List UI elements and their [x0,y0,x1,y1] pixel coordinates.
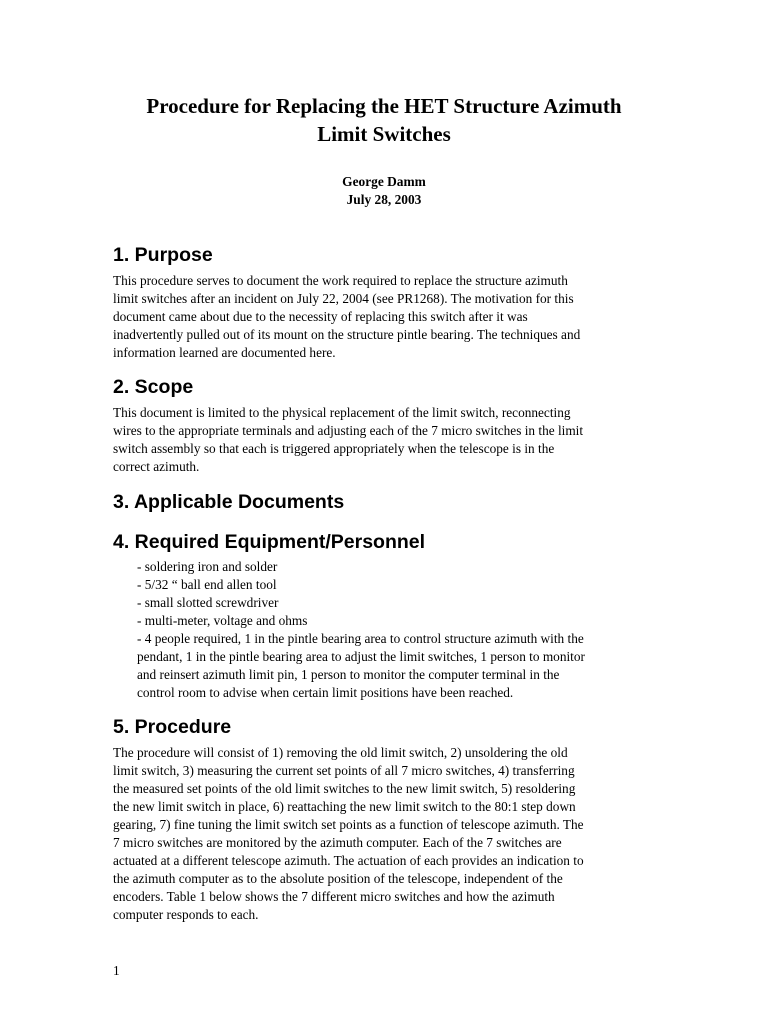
title-line: Procedure for Replacing the HET Structure Azimuth [146,94,622,118]
section-heading-applicable-documents: 3. Applicable Documents [113,491,345,513]
title-line: Limit Switches [317,122,451,146]
text-line: information learned are documented here. [113,345,336,360]
text-line: the measured set points of the old limit switches to the new limit switch, 5) resoldering [113,781,576,796]
text-line: 7 micro switches are monitored by the azimuth computer. Each of the 7 switches are [113,835,562,850]
scope-paragraph [113,404,583,476]
section-heading-scope: 2. Scope [113,376,194,398]
list-item-continuation: control room to advise when certain limit positions have been reached. [137,685,514,700]
list-item: - 4 people required, 1 in the pintle bearing area to control structure azimuth with the [137,631,584,646]
text-line: limit switch, 3) measuring the current set points of all 7 micro switches, 4) transferring [113,763,575,778]
text-line: the new limit switch in place, 6) reattaching the new limit switch to the 80:1 step down [113,799,576,814]
text-line: actuated at a different telescope azimuth. The actuation of each provides an indication to [113,853,584,868]
document-date: July 28, 2003 [346,192,422,207]
document-title [80,92,688,148]
text-line: wires to the appropriate terminals and adjusting each of the 7 micro switches in the limit [113,423,584,438]
text-line: gearing, 7) fine tuning the limit switch set points as a function of telescope azimuth. The [113,817,584,832]
author-name: George Damm [342,174,426,189]
section-heading-procedure: 5. Procedure [113,716,232,738]
list-item: - 5/32 “ ball end allen tool [137,577,277,592]
text-line: document came about due to the necessity of replacing this switch after it was [113,309,528,324]
list-item: - multi-meter, voltage and ohms [137,613,308,628]
list-item-continuation: pendant, 1 in the pintle bearing area to adjust the limit switches, 1 person to monitor [137,649,585,664]
text-line: This document is limited to the physical replacement of the limit switch, reconnecting [113,405,571,420]
list-item-continuation: and reinsert azimuth limit pin, 1 person to monitor the computer terminal in the [137,667,560,682]
text-line: correct azimuth. [113,459,200,474]
section-heading-equipment: 4. Required Equipment/Personnel [113,531,426,553]
procedure-paragraph [113,744,584,924]
text-line: encoders. Table 1 below shows the 7 different micro switches and how the azimuth [113,889,555,904]
text-line: This procedure serves to document the work required to replace the structure azimuth [113,273,568,288]
text-line: inadvertently pulled out of its mount on the structure pintle bearing. The techniques and [113,327,581,342]
page-number: 1 [113,963,120,978]
text-line: the azimuth computer as to the absolute position of the telescope, independent of the [113,871,563,886]
text-line: The procedure will consist of 1) removing the old limit switch, 2) unsoldering the old [113,745,568,760]
list-item: - soldering iron and solder [137,559,278,574]
equipment-list [137,558,585,702]
text-line: limit switches after an incident on July 22, 2004 (see PR1268). The motivation for this [113,291,574,306]
section-heading-purpose: 1. Purpose [113,244,213,266]
text-line: computer responds to each. [113,907,259,922]
text-line: switch assembly so that each is triggered appropriately when the telescope is in the [113,441,555,456]
list-item: - small slotted screwdriver [137,595,279,610]
purpose-paragraph [113,272,580,362]
